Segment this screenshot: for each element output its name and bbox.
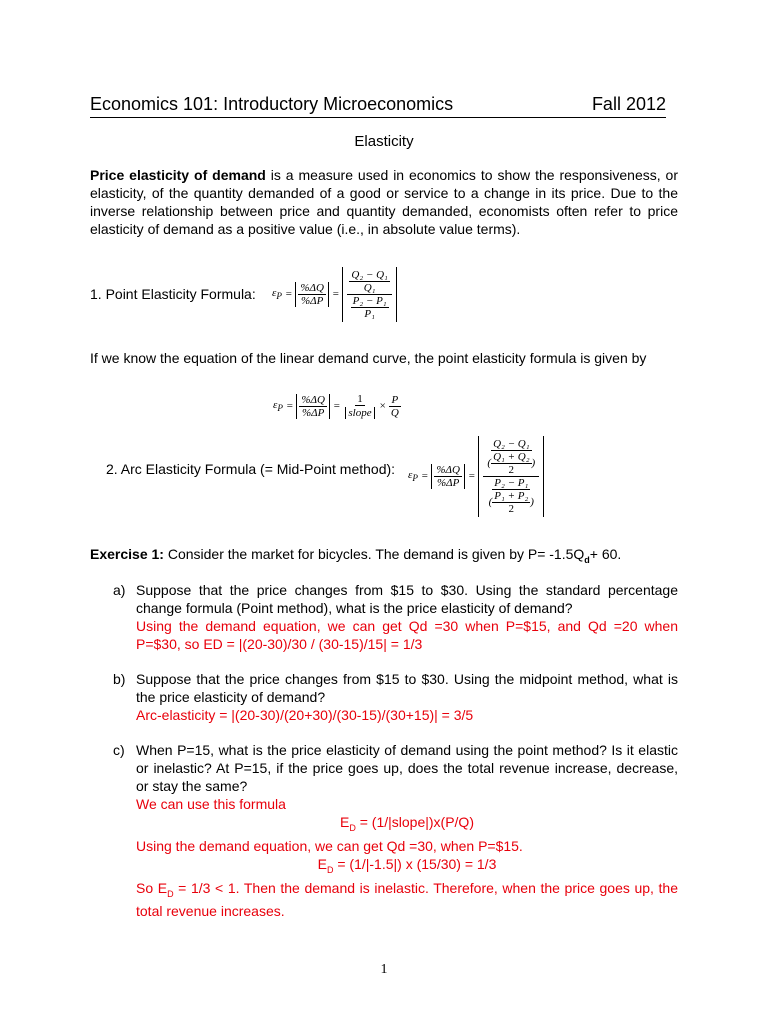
linear-demand-text: If we know the equation of the linear demand curve, the point elasticity formula is given by	[90, 350, 647, 366]
question-c: c) When P=15, what is the price elasticity of demand using the point method? Is it elastic or inelastic? At P=15, if the price goes up, does the total revenue increase, decrease, or stay the same? We can use this formula $E_D$ = (1/|slope|)x(P/Q) Using the demand equation, we can get Qd =30, when P=$15. $E_D = (1/|-1.5|)$ x (15/30) = 1/3 So $E_D = 1/3 < 1$. Then the demand is inelastic. Therefore, when the price goes up, the total revenue increases.	[113, 742, 678, 920]
intro-paragraph	[90, 166, 678, 238]
question-b-text: Suppose that the price changes from $15 to $30. Using the midpoint method, what is the price elasticity of demand?	[136, 671, 678, 705]
arc-formula: $\varepsilon_P$ = $\frac{\%\Delta Q}{\%\Delta P}$ = Q₂ − Q₁ ( $\frac{\text{Q₁ + Q₂}}{2}$ ) P₂ − P₁ ( $\frac{\text{P₁ + P₂}}{2}$ )	[408, 426, 544, 526]
intro-term: Price elasticity of demand	[90, 167, 266, 183]
answer-c-conclusion: So $E_D = 1/3 < 1$. Then the demand is inelastic. Therefore, when the price goes up, the total revenue increases.	[136, 879, 678, 920]
point-formula-label: 1. Point Elasticity Formula:	[90, 286, 256, 302]
exercise-title: Exercise 1:	[90, 546, 164, 562]
pct-ratio: $\frac{\%\Delta Q}{\%\Delta P}$	[295, 282, 329, 307]
page-number: 1	[380, 962, 388, 977]
answer-c-line3: Using the demand equation, we can get Qd =30, when P=$15.	[136, 837, 523, 854]
question-c-text: When P=15, what is the price elasticity of demand using the point method? Is it elastic or inelastic? At P=15, if the price goes up, does the total revenue increase, decrease, or stay the same?	[136, 742, 678, 794]
change-ratio: $\frac{\frac{\text{Q₂ − Q₁}}{\text{Q₁}}}{\frac{\text{P₂ − P₁}}{\text{P₁}}}$	[342, 267, 396, 322]
answer-a: Using the demand equation, we can get Qd =30 when P=$15, and Qd =20 when P=$30, so ED = |(20-30)/30 / (30-15)/15| = 1/3	[136, 618, 678, 652]
point-formula: $\varepsilon_P$ = $\frac{\%\Delta Q}{\%\Delta P}$ = $\frac{\frac{\text{Q₂ − Q₁}}{\text{Q₁}}}{\frac{\text{P₂ − P₁}}{\text{P₁}}}$	[272, 256, 397, 332]
document-header	[90, 94, 666, 118]
course-title: Economics 101: Introductory Microeconomics	[90, 94, 454, 114]
answer-c-calc: $E_D = (1/|-1.5|)$ x (15/30) = 1/3	[317, 855, 497, 875]
question-a: a) Suppose that the price changes from $15 to $30. Using the standard percentage change formula (Point method), what is the price elasticity of demand? Using the demand equation, we can get Qd =30 when P=$15, and Qd =20 when P=$30, so ED = |(20-30)/30 / (30-15)/15| = 1/3	[113, 582, 678, 652]
answer-c-line1: We can use this formula	[136, 796, 286, 812]
question-a-text: Suppose that the price changes from $15 to $30. Using the standard percentage change formula (Point method), what is the price elasticity of demand?	[136, 582, 678, 616]
arc-formula-label: 2. Arc Elasticity Formula (= Mid-Point method):	[106, 461, 396, 477]
answer-b: Arc-elasticity = |(20-30)/(20+30)/(30-15)/(30+15)| = 3/5	[136, 707, 474, 723]
section-title: Elasticity	[354, 133, 414, 150]
epsilon-symbol: $\varepsilon_P$	[272, 286, 282, 302]
question-b: b) Suppose that the price changes from $15 to $30. Using the midpoint method, what is the price elasticity of demand? Arc-elasticity = |(20-30)/(20+30)/(30-15)/(30+15)| = 3/5	[113, 671, 678, 723]
term-label: Fall 2012	[591, 94, 666, 114]
exercise-statement: Exercise 1: Consider the market for bicycles. The demand is given by $P= -1.5Q_d+ 60$.	[90, 546, 622, 565]
linear-formula: $\varepsilon_P$ = $\frac{\%\Delta Q}{\%\Delta P}$ = $\frac{1}{\text{slope}}$ × $\frac{P}{Q}$	[273, 393, 399, 419]
intro-text: is a measure used in economics to show the responsiveness, or elasticity, of the quantity demanded of a good or service to a change in its price. Due to the inverse relationship between price and quantity demanded, economists often refer to price elasticity of demand as a positive value (i.e., in absolute value terms).	[90, 167, 678, 237]
answer-c-formula: $E_D$ = (1/|slope|)x(P/Q)	[340, 814, 474, 833]
